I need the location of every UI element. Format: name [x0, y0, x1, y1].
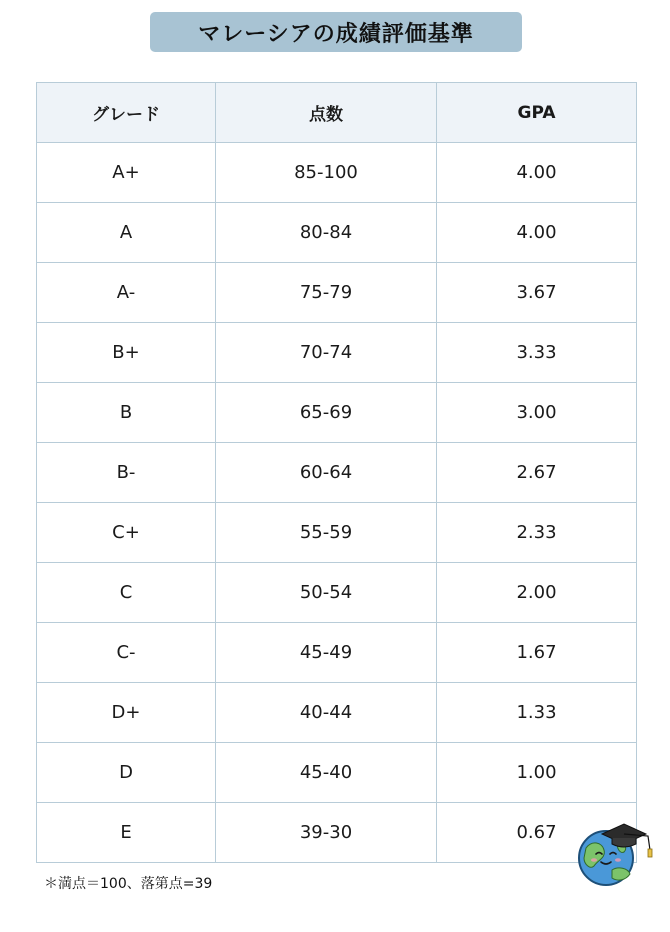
table-row — [37, 743, 637, 803]
score-cell: 45-40 — [216, 743, 437, 803]
score-cell: 75-79 — [216, 263, 437, 323]
gpa-cell: 3.00 — [437, 383, 637, 443]
gpa-cell: 2.00 — [437, 563, 637, 623]
gpa-cell: 0.67 — [437, 803, 637, 863]
score-cell: 50-54 — [216, 563, 437, 623]
score-cell: 65-69 — [216, 383, 437, 443]
table-row — [37, 143, 637, 203]
grade-cell: C- — [37, 623, 216, 683]
footnote: ＊満点＝100、落第点=39 — [44, 876, 213, 892]
table-header-row — [37, 83, 637, 143]
grade-table — [36, 82, 637, 863]
grade-cell: C — [37, 563, 216, 623]
column-header-grade: グレード — [37, 83, 216, 143]
gpa-cell: 4.00 — [437, 143, 637, 203]
grade-cell: B — [37, 383, 216, 443]
score-cell: 39-30 — [216, 803, 437, 863]
grade-cell: B+ — [37, 323, 216, 383]
graduation-globe-icon — [572, 820, 662, 892]
grade-cell: A+ — [37, 143, 216, 203]
grade-cell: D+ — [37, 683, 216, 743]
grade-cell: B- — [37, 443, 216, 503]
score-cell: 70-74 — [216, 323, 437, 383]
grade-cell: A- — [37, 263, 216, 323]
score-cell: 45-49 — [216, 623, 437, 683]
table-row — [37, 803, 637, 863]
column-header-gpa: GPA — [437, 83, 637, 143]
score-cell: 40-44 — [216, 683, 437, 743]
table-row — [37, 383, 637, 443]
score-cell: 60-64 — [216, 443, 437, 503]
gpa-cell: 3.67 — [437, 263, 637, 323]
page-title: マレーシアの成績評価基準 — [150, 12, 522, 52]
table-row — [37, 503, 637, 563]
gpa-cell: 3.33 — [437, 323, 637, 383]
gpa-cell: 1.00 — [437, 743, 637, 803]
grade-cell: E — [37, 803, 216, 863]
table-row — [37, 443, 637, 503]
grade-cell: A — [37, 203, 216, 263]
table-row — [37, 623, 637, 683]
score-cell: 85-100 — [216, 143, 437, 203]
score-cell: 55-59 — [216, 503, 437, 563]
table-row — [37, 203, 637, 263]
grade-cell: D — [37, 743, 216, 803]
table-row — [37, 563, 637, 623]
score-cell: 80-84 — [216, 203, 437, 263]
table-row — [37, 263, 637, 323]
table-row — [37, 683, 637, 743]
gpa-cell: 4.00 — [437, 203, 637, 263]
table-row — [37, 323, 637, 383]
gpa-cell: 1.33 — [437, 683, 637, 743]
column-header-score: 点数 — [216, 83, 437, 143]
gpa-cell: 1.67 — [437, 623, 637, 683]
grade-cell: C+ — [37, 503, 216, 563]
gpa-cell: 2.33 — [437, 503, 637, 563]
gpa-cell: 2.67 — [437, 443, 637, 503]
